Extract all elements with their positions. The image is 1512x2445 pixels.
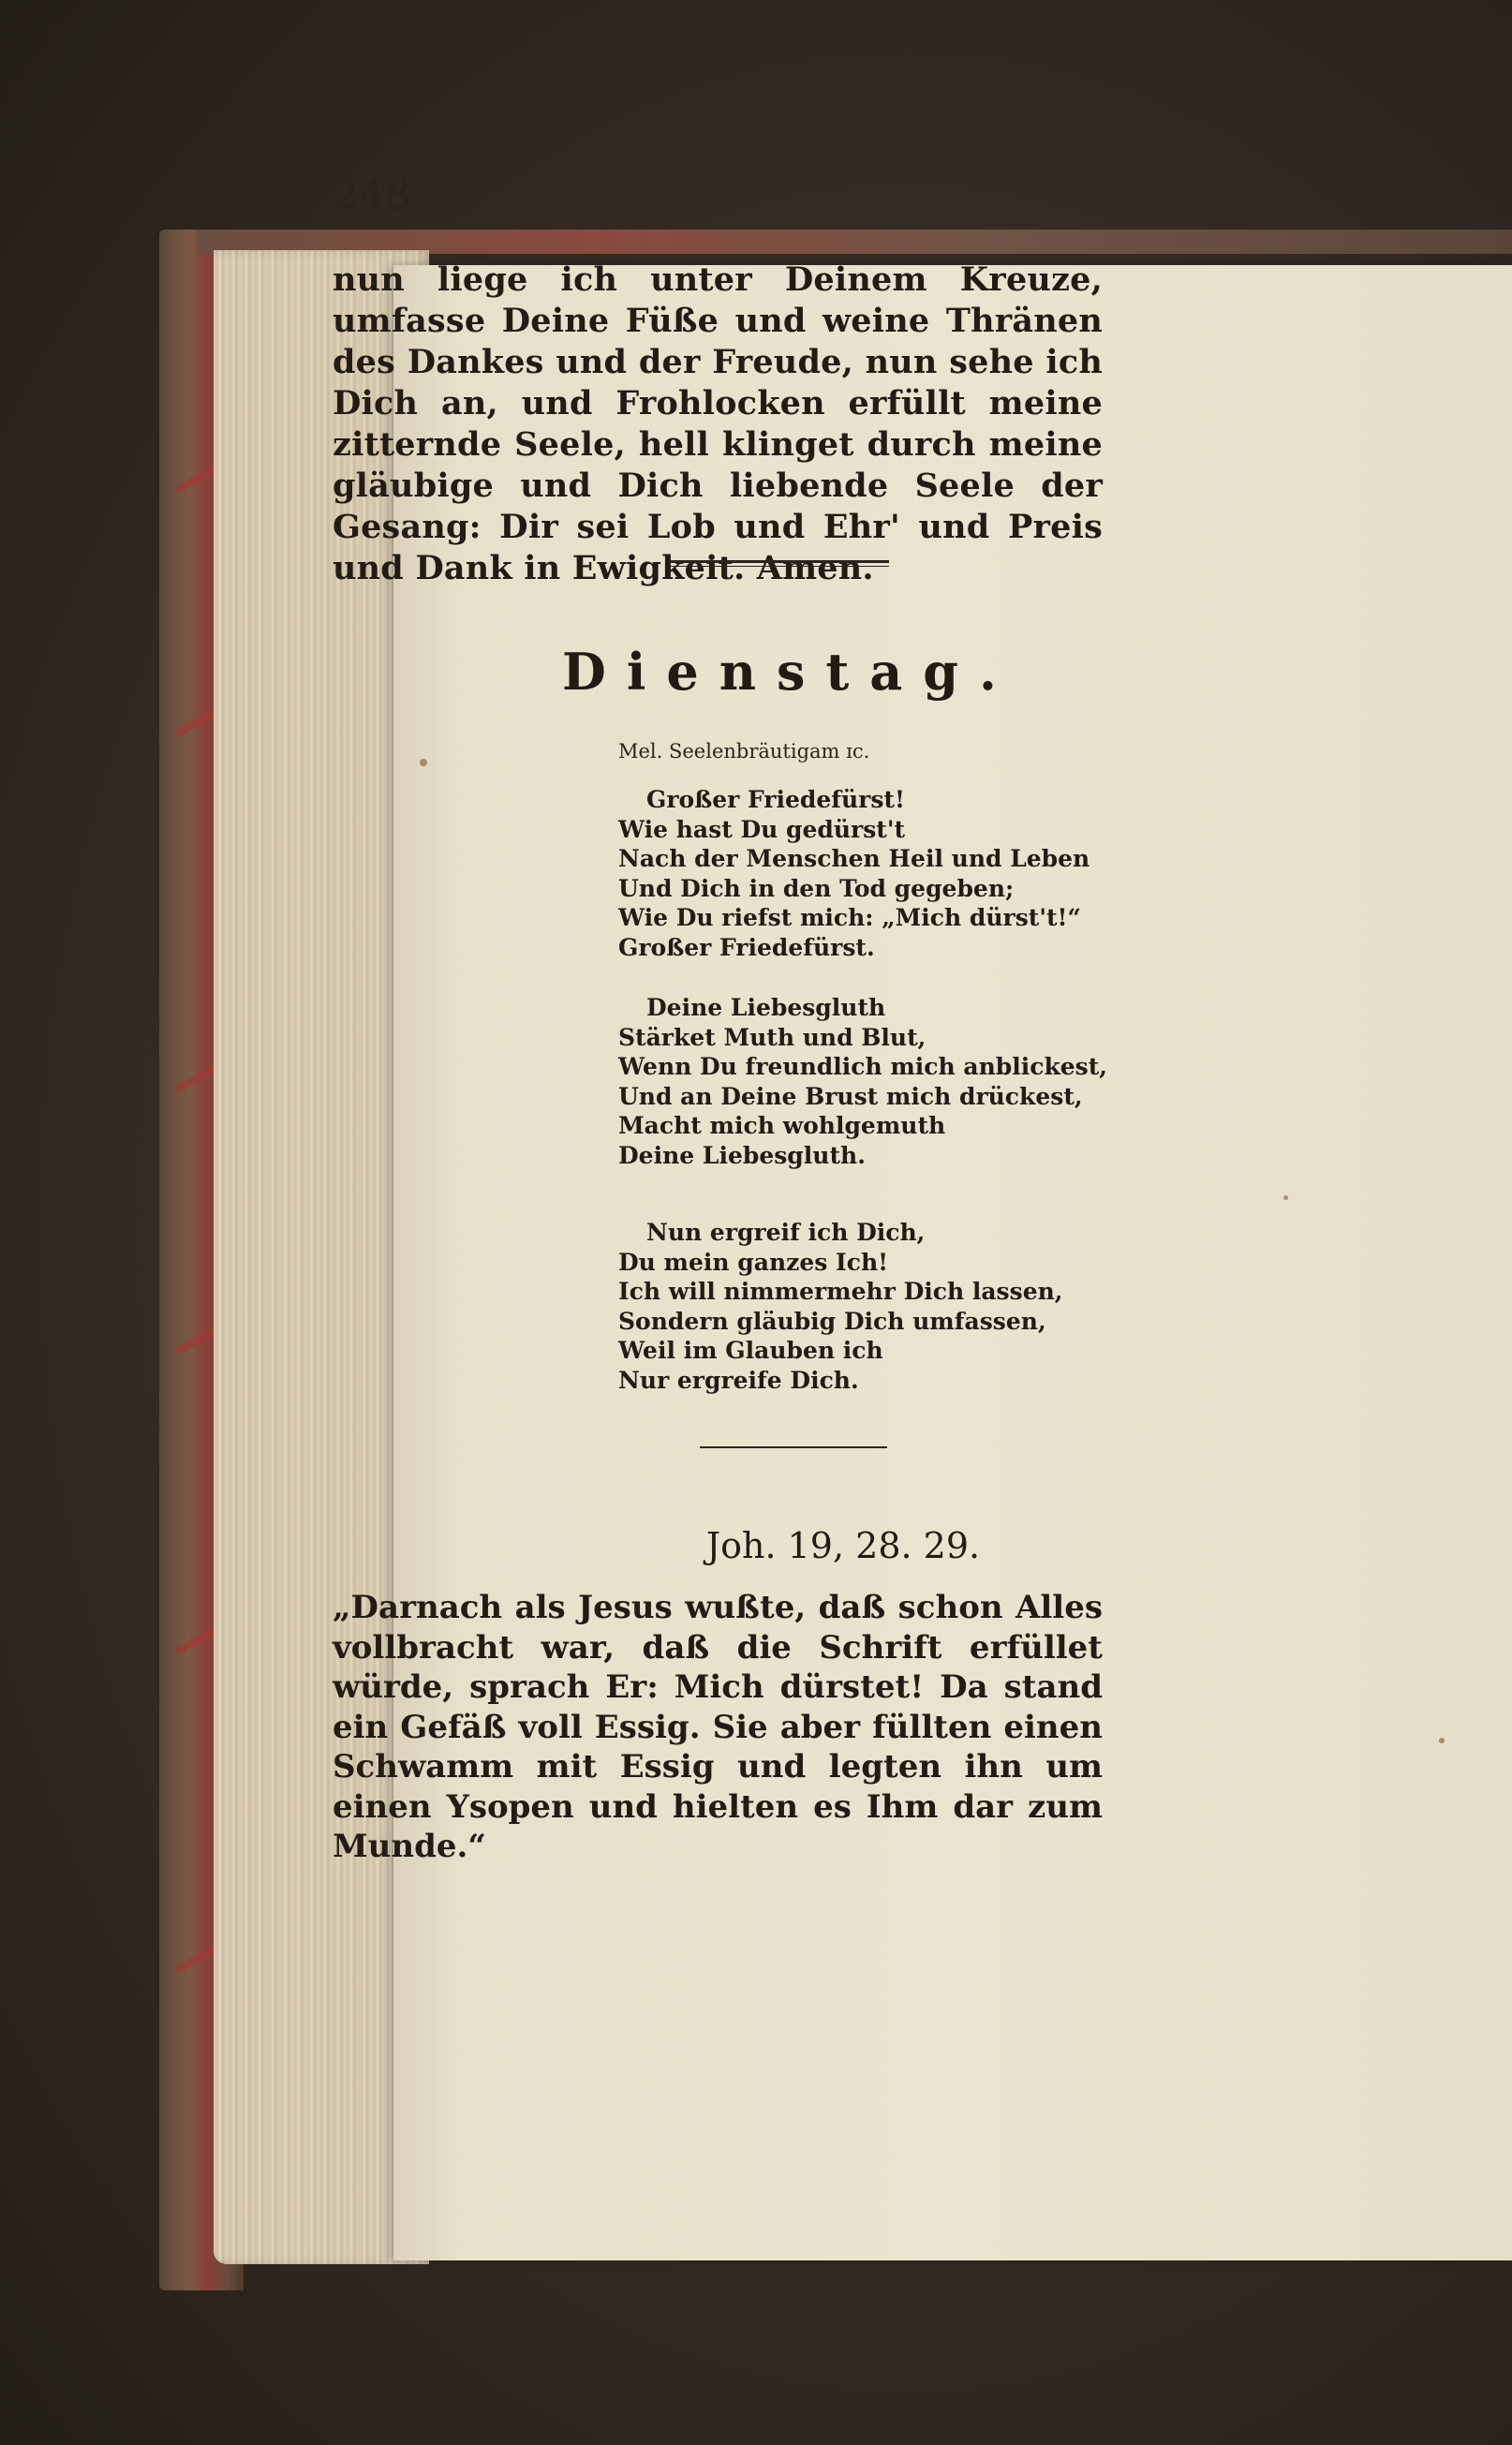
stanza-line: Macht mich wohlgemuth bbox=[618, 1112, 946, 1139]
page-number: 248 bbox=[333, 171, 411, 219]
stanza-line: Großer Friedefürst. bbox=[618, 933, 875, 961]
stanza-line: Wie Du riefst mich: „Mich dürst't!“ bbox=[618, 904, 1081, 931]
stanza-line: Du mein ganzes Ich! bbox=[618, 1248, 889, 1276]
hymn-stanza bbox=[618, 993, 1107, 1170]
paper-speck bbox=[1439, 1738, 1445, 1743]
paper-speck bbox=[420, 759, 427, 766]
prayer-paragraph: nun liege ich unter Deinem Kreuze, umfasse Deine Füße und weine Thränen des Dankes und der Freude, nun sehe ich Dich an, und Frohlocken erfüllt meine zitternde Seele, hell klinget durch meine gläubige und Dich liebende Seele der Gesang: Dir sei Lob und Ehr' und Preis und Dank in Ewigkeit. Amen. bbox=[333, 260, 1103, 587]
paper-speck bbox=[1283, 1195, 1288, 1200]
stanza-line: Nun ergreif ich Dich, bbox=[646, 1219, 926, 1246]
section-divider bbox=[671, 560, 889, 563]
stanza-line: Nur ergreife Dich. bbox=[618, 1366, 859, 1394]
stanza-line: Stärket Muth und Blut, bbox=[618, 1023, 926, 1051]
hymn-stanza bbox=[618, 1218, 1063, 1395]
hymn-stanza bbox=[618, 785, 1090, 962]
stanza-line: Nach der Menschen Heil und Leben bbox=[618, 845, 1090, 872]
stanza-line: Und Dich in den Tod gegeben; bbox=[618, 874, 1015, 902]
scripture-reference: Joh. 19, 28. 29. bbox=[705, 1525, 981, 1566]
stanza-line: Großer Friedefürst! bbox=[646, 786, 905, 813]
stanza-line: Wenn Du freundlich mich anblickest, bbox=[618, 1053, 1107, 1080]
melody-note: Mel. Seelenbräutigam ɪc. bbox=[618, 740, 870, 763]
stanza-line: Deine Liebesgluth bbox=[646, 994, 886, 1021]
stanza-line: Wie hast Du gedürst't bbox=[618, 815, 906, 843]
stanza-line: Deine Liebesgluth. bbox=[618, 1141, 866, 1169]
stanza-line: Weil im Glauben ich bbox=[618, 1337, 883, 1364]
stanza-line: Ich will nimmermehr Dich lassen, bbox=[618, 1278, 1063, 1305]
stanza-line: Und an Deine Brust mich drückest, bbox=[618, 1082, 1083, 1110]
scripture-quote: „Darnach als Jesus wußte, daß schon Alles vollbracht war, daß die Schrift erfüllet würde, sprach Er: Mich dürstet! Da stand ein Gefäß voll Essig. Sie aber füllten einen Schwamm mit Essig und legten ihn um einen Ysopen und hielten es Ihm dar zum Munde.“ bbox=[333, 1589, 1103, 1865]
stanza-line: Sondern gläubig Dich umfassen, bbox=[618, 1307, 1046, 1335]
section-divider-thin bbox=[671, 566, 889, 567]
section-divider bbox=[700, 1446, 887, 1448]
section-heading: Dienstag. bbox=[562, 642, 1017, 702]
